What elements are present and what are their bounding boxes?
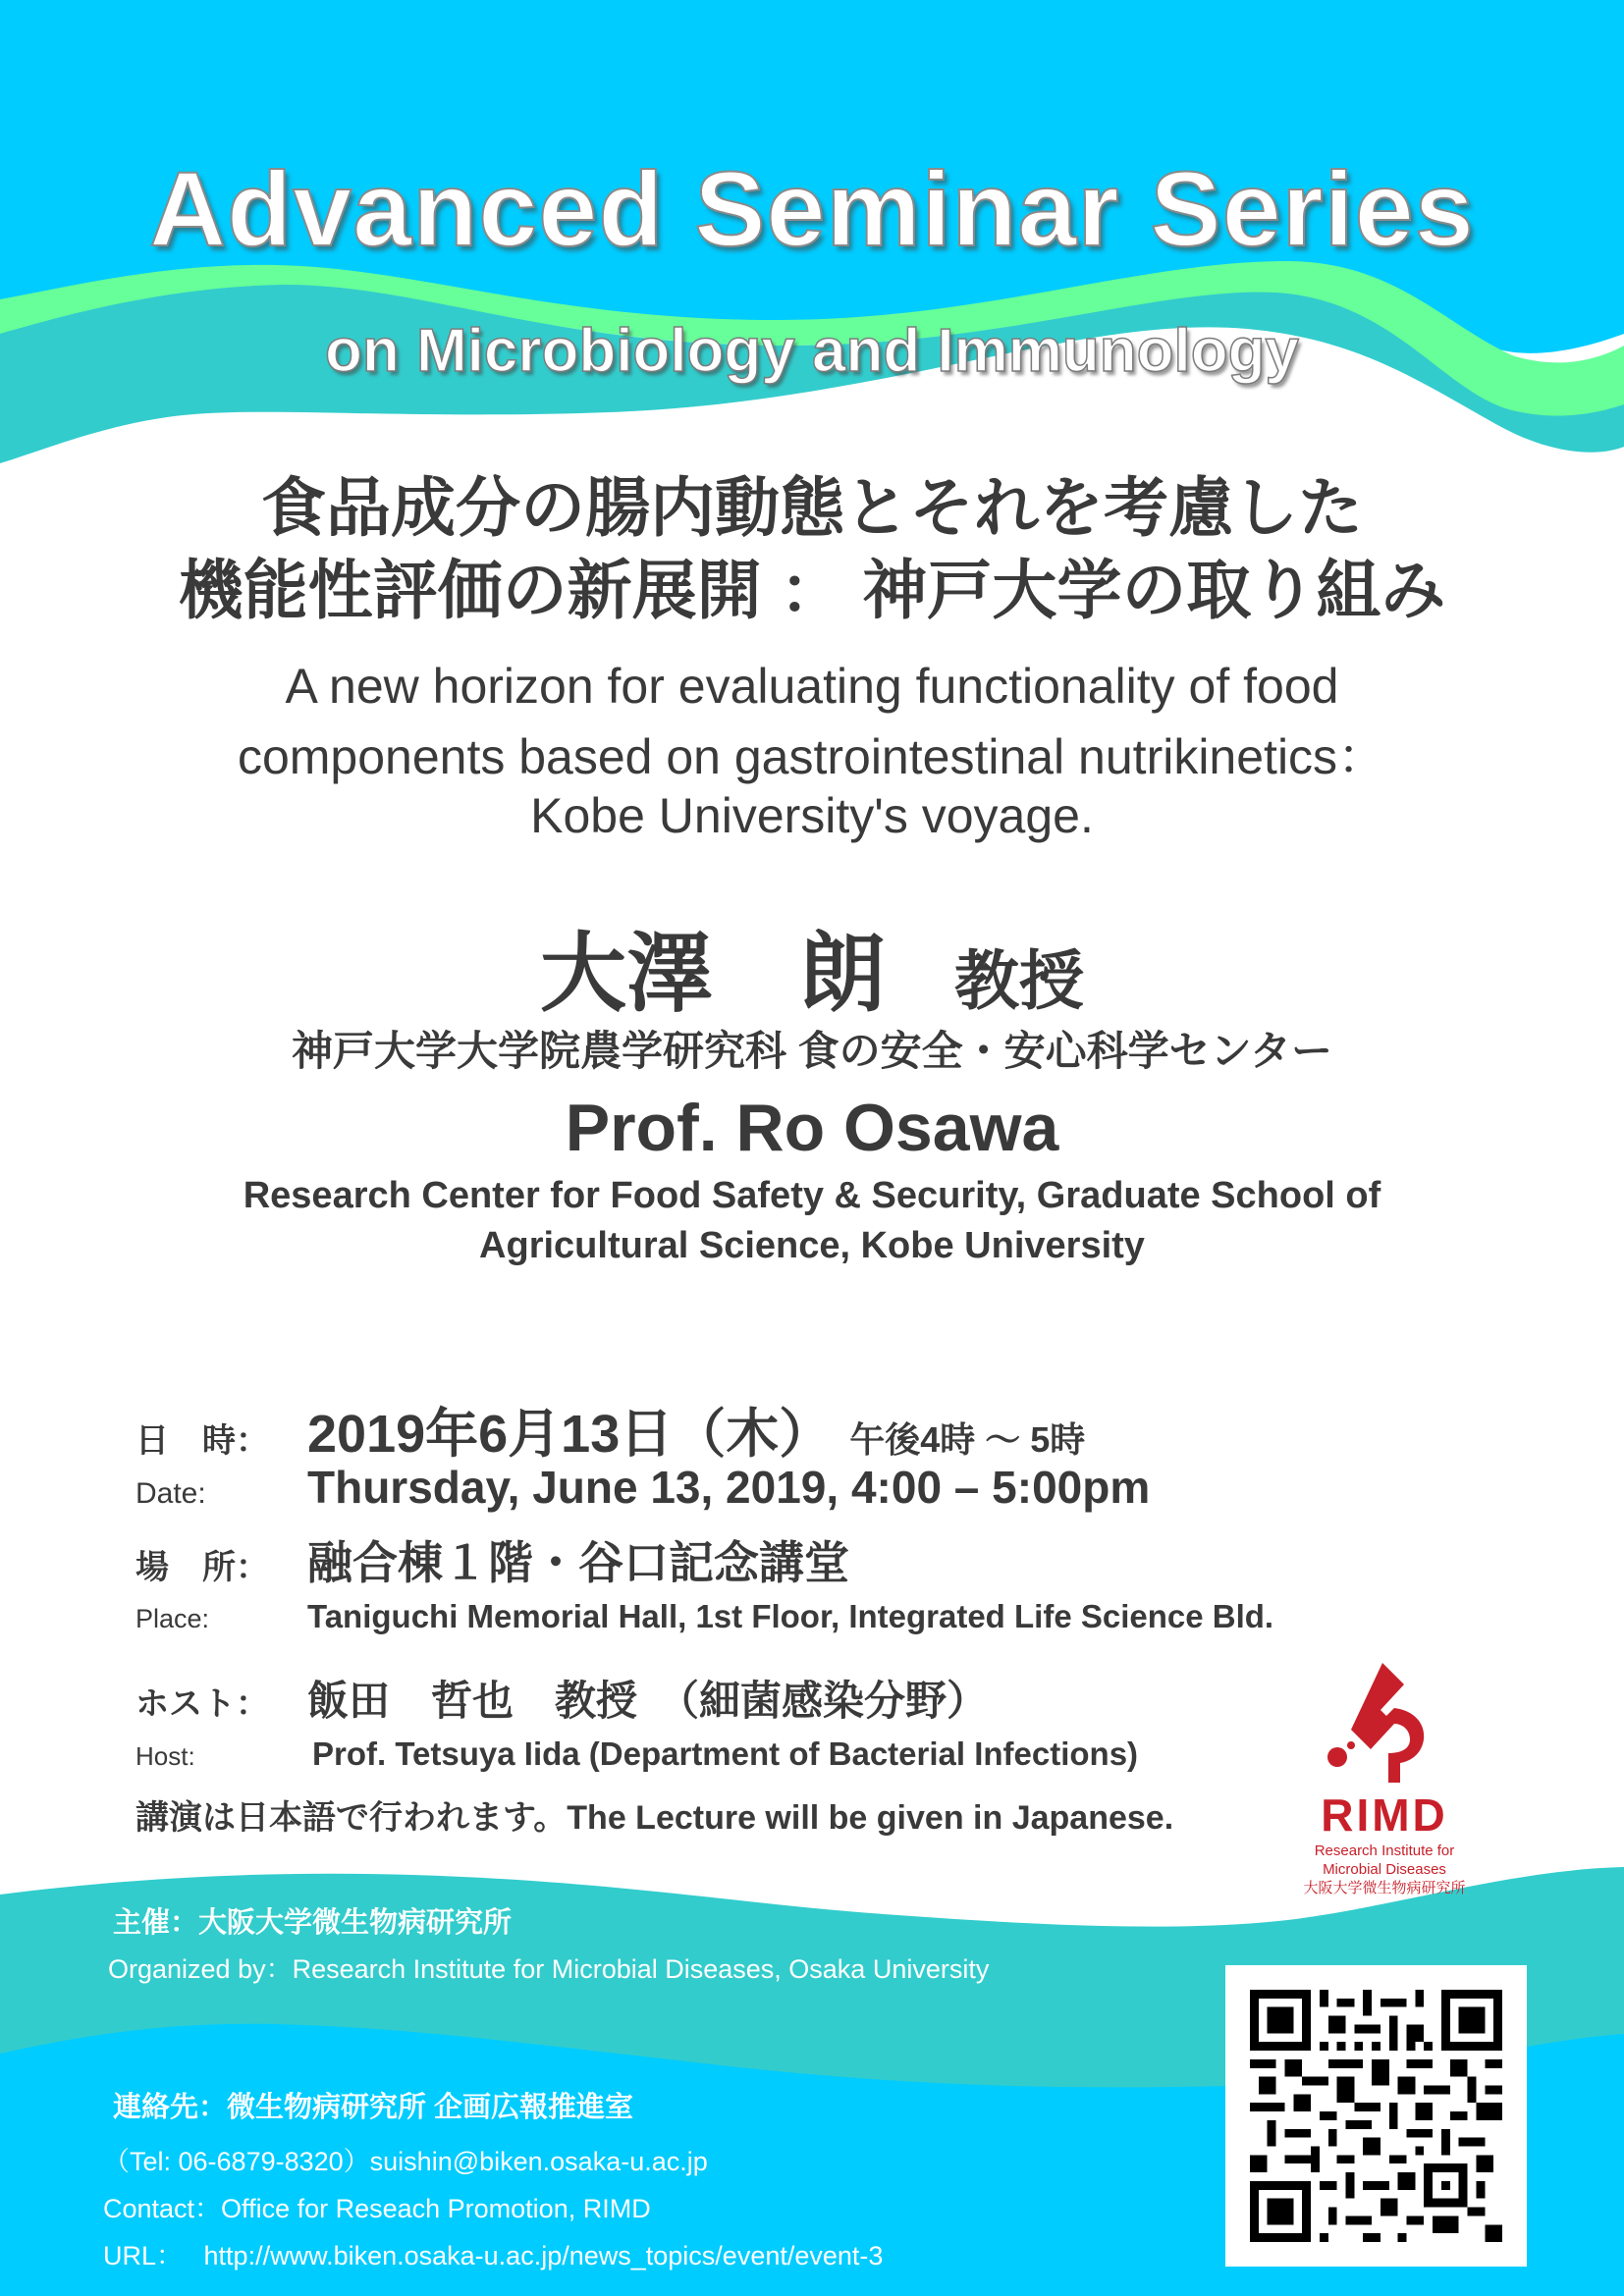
speaker-affiliation-en-line1: Research Center for Food Safety & Security, Graduate School of [243, 1175, 1381, 1216]
date-value-en: Thursday, June 13, 2019, 4:00 – 5:00pm [307, 1462, 1151, 1513]
url-link[interactable]: http://www.biken.osaka-u.ac.jp/news_topics/event/event-3 [203, 2241, 884, 2270]
rimd-flask-icon [1326, 1659, 1443, 1787]
url-row [103, 2234, 883, 2272]
lecture-title-en-line1: A new horizon for evaluating functionality of food [285, 659, 1339, 714]
place-row-jp [135, 1527, 849, 1592]
qr-code-icon [1250, 1990, 1502, 2242]
host-row-en [135, 1735, 1138, 1773]
speaker-name-jp-text: 大澤 朗 [539, 925, 886, 1022]
speaker-name-en: Prof. Ro Osawa [565, 1091, 1059, 1165]
rimd-line1: Research Institute for [1314, 1842, 1455, 1859]
series-subtitle: on Microbiology and Immunology [325, 317, 1299, 385]
contact-en: Contact：Office for Reseach Promotion, RIMD [103, 2194, 651, 2223]
lecture-title-jp-line1: 食品成分の腸内動態とそれを考慮した [261, 471, 1363, 544]
rimd-logo [1296, 1659, 1473, 1897]
place-label-jp: 場 所： [135, 1549, 269, 1586]
lecture-title-en-line3: Kobe University's voyage. [530, 788, 1094, 843]
host-row-jp [135, 1669, 988, 1728]
rimd-line2: Microbial Diseases [1323, 1861, 1446, 1878]
host-value-jp: 飯田 哲也 教授 （細菌感染分野） [307, 1678, 989, 1724]
date-label-en: Date: [135, 1477, 206, 1510]
speaker-title-jp: 教授 [954, 944, 1084, 1017]
url-label: URL： [103, 2241, 184, 2270]
place-row-en [135, 1598, 1273, 1635]
place-label-en: Place: [135, 1604, 210, 1633]
speaker-affiliation-en-line2: Agricultural Science, Kobe University [479, 1225, 1145, 1266]
place-value-en: Taniguchi Memorial Hall, 1st Floor, Integrated Life Science Bld. [307, 1598, 1274, 1634]
rimd-line3: 大阪大学微生物病研究所 [1303, 1880, 1466, 1896]
lecture-title-en-line2: components based on gastrointestinal nutrikinetics： [237, 729, 1387, 784]
contact-jp: 連絡先：微生物病研究所 企画広報推進室 [113, 2092, 634, 2123]
date-row-en [135, 1461, 1150, 1514]
rimd-wordmark: RIMD [1321, 1789, 1448, 1841]
date-label-jp: 日 時： [135, 1422, 269, 1460]
lecture-title-jp-line2: 機能性評価の新展開 ： 神戸大学の取り組み [178, 554, 1446, 626]
language-note: 講演は日本語で行われます。The Lecture will be given in Japanese. [135, 1799, 1174, 1837]
date-value-jp: 2019年6月13日（木） [307, 1405, 833, 1464]
place-value-jp: 融合棟１階・谷口記念講堂 [307, 1537, 849, 1588]
speaker-affiliation-jp: 神戸大学大学院農学研究科 食の安全・安心科学センター [292, 1028, 1332, 1074]
series-title: Advanced Seminar Series [149, 149, 1475, 268]
time-value-jp: 午後4時 ～ 5時 [849, 1419, 1086, 1460]
speaker-name-jp [0, 905, 1624, 1029]
host-value-en: Prof. Tetsuya Iida (Department of Bacterial Infections) [312, 1735, 1139, 1772]
date-row-jp [135, 1392, 1085, 1468]
organizer-jp: 主催：大阪大学微生物病研究所 [113, 1907, 513, 1939]
organizer-en: Organized by：Research Institute for Microbial Diseases, Osaka University [108, 1954, 990, 1984]
qr-code[interactable] [1225, 1965, 1527, 2267]
contact-tel-email[interactable]: （Tel: 06-6879-8320）suishin@biken.osaka-u.ac.jp [103, 2147, 708, 2176]
host-label-en: Host: [135, 1741, 195, 1771]
host-label-jp: ホスト： [135, 1685, 269, 1723]
